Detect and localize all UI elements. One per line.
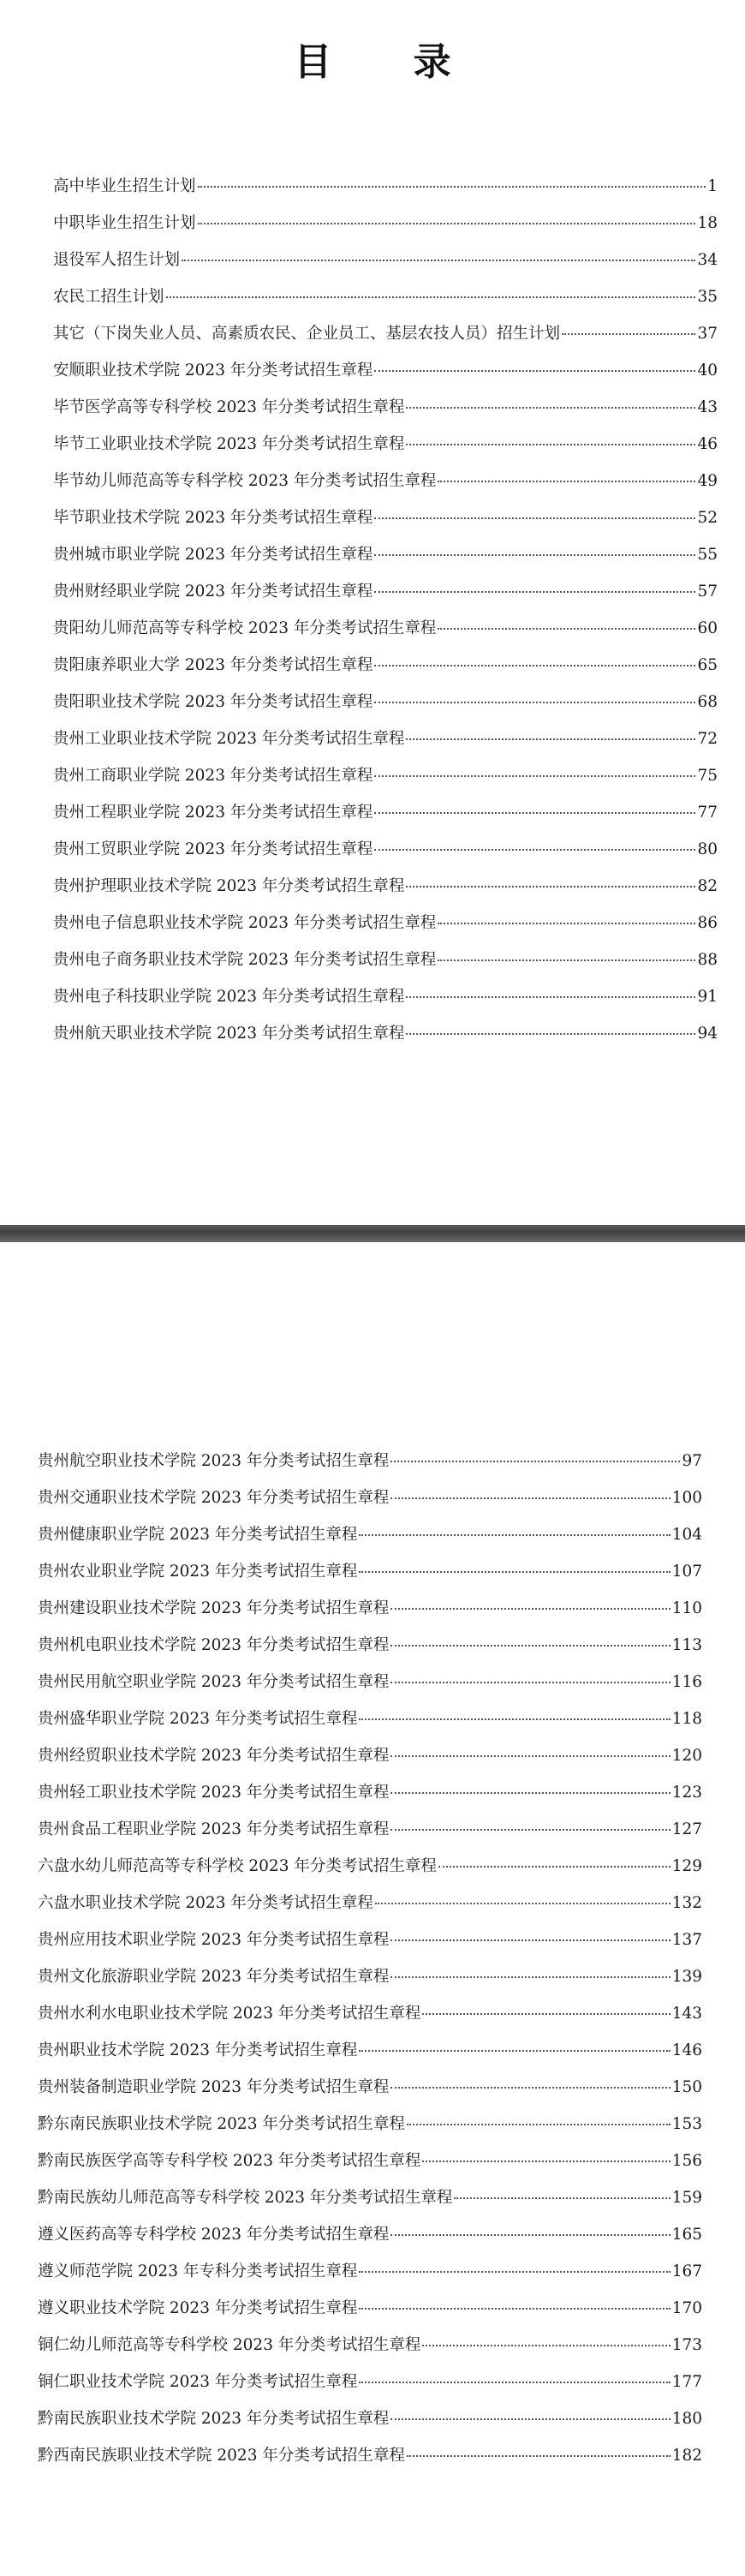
toc-entry-title: 六盘水职业技术学院 2023 年分类考试招生章程	[38, 1894, 373, 1912]
toc-entry[interactable]	[38, 1672, 702, 1709]
toc-entry-page-number: 120	[671, 1747, 702, 1765]
toc-entry-page-number: 107	[671, 1563, 702, 1581]
toc-entry[interactable]	[38, 1820, 702, 1856]
toc-entry[interactable]	[53, 213, 718, 250]
toc-entry-page-number: 57	[697, 583, 718, 601]
toc-entry[interactable]	[38, 1525, 702, 1562]
toc-entry-page-number: 159	[671, 2189, 702, 2207]
toc-entry[interactable]	[38, 2114, 702, 2151]
dot-leader	[407, 2454, 670, 2457]
toc-entry[interactable]	[53, 545, 718, 582]
toc-entry-title: 高中毕业生招生计划	[53, 177, 196, 195]
dot-leader	[359, 2049, 670, 2052]
toc-entry[interactable]	[38, 1488, 702, 1525]
toc-entry[interactable]	[38, 2298, 702, 2335]
dot-leader	[407, 2123, 670, 2125]
toc-entry[interactable]	[53, 913, 718, 950]
toc-entry-title: 贵州职业技术学院 2023 年分类考试招生章程	[38, 2041, 358, 2059]
dot-leader	[390, 1644, 670, 1647]
toc-entry-page-number: 153	[671, 2115, 702, 2133]
dot-leader	[422, 2160, 670, 2162]
toc-entry[interactable]	[53, 655, 718, 692]
toc-entry-page-number: 173	[671, 2336, 702, 2354]
toc-entry-page-number: 165	[671, 2226, 702, 2244]
toc-entry-title: 铜仁幼儿师范高等专科学校 2023 年分类考试招生章程	[38, 2336, 421, 2354]
toc-entry-page-number: 132	[671, 1894, 702, 1912]
toc-entry-page-number: 116	[671, 1673, 702, 1691]
toc-entry-title: 安顺职业技术学院 2023 年分类考试招生章程	[53, 362, 373, 380]
toc-entry-page-number: 60	[697, 619, 718, 637]
toc-entry-title: 贵州健康职业学院 2023 年分类考试招生章程	[38, 1526, 358, 1544]
toc-entry[interactable]	[38, 2188, 702, 2225]
dot-leader	[390, 1460, 680, 1462]
toc-entry[interactable]	[38, 2372, 702, 2409]
toc-entry[interactable]	[53, 287, 718, 324]
toc-entry-page-number: 82	[697, 877, 718, 895]
toc-entry-title: 贵州建设职业技术学院 2023 年分类考试招生章程	[38, 1599, 390, 1617]
toc-entry[interactable]	[53, 766, 718, 803]
toc-entry[interactable]	[38, 2041, 702, 2077]
dot-leader	[390, 1681, 670, 1683]
dot-leader	[374, 553, 695, 556]
dot-leader	[438, 959, 695, 961]
toc-entry-page-number: 18	[697, 214, 718, 232]
toc-entry-title: 贵州文化旅游职业学院 2023 年分类考试招生章程	[38, 1968, 390, 1986]
toc-entry-title: 毕节幼儿师范高等专科学校 2023 年分类考试招生章程	[53, 472, 437, 490]
toc-entry[interactable]	[38, 2004, 702, 2041]
toc-entry-title: 退役军人招生计划	[53, 251, 181, 269]
toc-entry-page-number: 46	[697, 435, 718, 453]
toc-entry[interactable]	[38, 1856, 702, 1893]
toc-entry-title: 贵州工程职业学院 2023 年分类考试招生章程	[53, 804, 373, 822]
toc-entry-page-number: 139	[671, 1968, 702, 1986]
dot-leader	[374, 848, 695, 851]
document-page-1	[0, 0, 745, 1225]
dot-leader	[359, 1533, 670, 1536]
toc-entry-page-number: 129	[671, 1857, 702, 1875]
dot-leader	[374, 590, 695, 593]
toc-entry-page-number: 180	[671, 2410, 702, 2428]
toc-entry-page-number: 94	[697, 1025, 718, 1043]
toc-heading: 目 录	[294, 40, 486, 84]
toc-entry-title: 黔南民族医学高等专科学校 2023 年分类考试招生章程	[38, 2152, 421, 2170]
dot-leader	[422, 2012, 670, 2015]
toc-entry-page-number: 146	[671, 2041, 702, 2059]
dot-leader	[562, 332, 695, 335]
dot-leader	[422, 2344, 670, 2346]
toc-entry-title: 其它（下岗失业人员、高素质农民、企业员工、基层农技人员）招生计划	[53, 325, 561, 343]
toc-entry[interactable]	[38, 1967, 702, 2004]
toc-entry-page-number: 110	[671, 1599, 702, 1617]
dot-leader	[359, 2381, 670, 2383]
toc-entry[interactable]	[53, 803, 718, 840]
dot-leader	[374, 774, 695, 777]
toc-entry-title: 黔南民族职业技术学院 2023 年分类考试招生章程	[38, 2410, 390, 2428]
toc-entry[interactable]	[38, 1562, 702, 1599]
dot-leader	[359, 1718, 670, 1720]
toc-entry-title: 贵州农业职业学院 2023 年分类考试招生章程	[38, 1563, 358, 1581]
dot-leader	[438, 922, 695, 924]
toc-entry-page-number: 49	[697, 472, 718, 490]
toc-entry-title: 中职毕业生招生计划	[53, 214, 196, 232]
toc-entry-title: 贵州航天职业技术学院 2023 年分类考试招生章程	[53, 1025, 405, 1043]
toc-entry-title: 遵义医药高等专科学校 2023 年分类考试招生章程	[38, 2226, 390, 2244]
dot-leader	[359, 1570, 670, 1573]
dot-leader	[438, 627, 695, 630]
toc-entry-page-number: 37	[697, 325, 718, 343]
dot-leader	[390, 1607, 670, 1610]
toc-entry-page-number: 177	[671, 2373, 702, 2391]
toc-entry-page-number: 1	[707, 177, 718, 195]
dot-leader	[374, 517, 695, 519]
toc-entry-title: 贵州应用技术职业学院 2023 年分类考试招生章程	[38, 1931, 390, 1949]
toc-entry-page-number: 77	[697, 804, 718, 822]
toc-entry-page-number: 43	[697, 398, 718, 416]
toc-entry-page-number: 123	[671, 1784, 702, 1802]
toc-entry-title: 贵阳康养职业大学 2023 年分类考试招生章程	[53, 656, 373, 674]
toc-entry[interactable]	[53, 619, 718, 655]
toc-entry[interactable]	[53, 692, 718, 729]
toc-entry[interactable]	[38, 1746, 702, 1783]
toc-entry-title: 贵州工商职业学院 2023 年分类考试招生章程	[53, 767, 373, 785]
toc-entry-title: 贵州财经职业学院 2023 年分类考试招生章程	[53, 583, 373, 601]
dot-leader	[390, 1939, 670, 1941]
toc-entry[interactable]	[38, 2077, 702, 2114]
toc-entry[interactable]	[53, 729, 718, 766]
toc-entry-page-number: 75	[697, 767, 718, 785]
toc-entry-title: 贵阳幼儿师范高等专科学校 2023 年分类考试招生章程	[53, 619, 437, 637]
toc-entry-page-number: 182	[671, 2447, 702, 2465]
dot-leader	[438, 1865, 670, 1868]
dot-leader	[454, 2196, 670, 2199]
toc-entry[interactable]	[53, 508, 718, 545]
toc-entry[interactable]	[53, 250, 718, 287]
toc-entry-title: 贵州轻工职业技术学院 2023 年分类考试招生章程	[38, 1784, 390, 1802]
toc-entry[interactable]	[38, 1893, 702, 1930]
toc-entry[interactable]	[38, 2262, 702, 2298]
toc-entry-title: 六盘水幼儿师范高等专科学校 2023 年分类考试招生章程	[38, 1857, 437, 1875]
toc-entry-title: 贵州工业职业技术学院 2023 年分类考试招生章程	[53, 730, 405, 748]
toc-entry-title: 农民工招生计划	[53, 288, 164, 306]
toc-entry-page-number: 91	[697, 988, 718, 1006]
table-of-contents-list	[53, 176, 718, 1061]
toc-entry-title: 毕节职业技术学院 2023 年分类考试招生章程	[53, 509, 373, 527]
dot-leader	[406, 406, 695, 409]
toc-entry-page-number: 55	[697, 546, 718, 564]
toc-entry-title: 贵州电子信息职业技术学院 2023 年分类考试招生章程	[53, 914, 437, 932]
dot-leader	[390, 2418, 670, 2420]
dot-leader	[359, 2270, 670, 2273]
toc-entry[interactable]	[53, 434, 718, 471]
dot-leader	[359, 2307, 670, 2310]
dot-leader	[390, 1754, 670, 1757]
toc-entry-page-number: 100	[671, 1489, 702, 1507]
toc-entry-title: 贵州水利水电职业技术学院 2023 年分类考试招生章程	[38, 2005, 421, 2023]
dot-leader	[406, 738, 695, 740]
toc-entry-page-number: 72	[697, 730, 718, 748]
toc-entry-page-number: 68	[697, 693, 718, 711]
toc-entry-page-number: 137	[671, 1931, 702, 1949]
dot-leader	[374, 701, 695, 703]
toc-entry-page-number: 150	[671, 2078, 702, 2096]
toc-entry-title: 贵州民用航空职业学院 2023 年分类考试招生章程	[38, 1673, 390, 1691]
toc-entry-title: 贵州交通职业技术学院 2023 年分类考试招生章程	[38, 1489, 390, 1507]
toc-entry-title: 贵州机电职业技术学院 2023 年分类考试招生章程	[38, 1636, 390, 1654]
toc-entry[interactable]	[38, 1709, 702, 1746]
dot-leader	[374, 811, 695, 814]
table-of-contents-list	[38, 1451, 702, 2483]
toc-entry[interactable]	[38, 1451, 702, 1488]
toc-entry[interactable]	[38, 2409, 702, 2446]
document-page-2	[0, 1242, 745, 2576]
dot-leader	[406, 995, 695, 998]
toc-entry[interactable]	[38, 1599, 702, 1635]
dot-leader	[375, 1902, 670, 1904]
dot-leader	[166, 296, 696, 298]
page-divider	[0, 1225, 745, 1242]
toc-entry-page-number: 167	[671, 2262, 702, 2280]
toc-entry[interactable]	[38, 2225, 702, 2262]
toc-entry[interactable]	[38, 2335, 702, 2372]
toc-entry-title: 贵州航空职业技术学院 2023 年分类考试招生章程	[38, 1452, 390, 1470]
toc-entry-page-number: 86	[697, 914, 718, 932]
toc-entry-page-number: 170	[671, 2299, 702, 2317]
toc-entry-page-number: 80	[697, 840, 718, 858]
toc-entry-page-number: 35	[697, 288, 718, 306]
dot-leader	[390, 1828, 670, 1831]
toc-entry[interactable]	[38, 1930, 702, 1967]
dot-leader	[182, 259, 695, 261]
toc-entry[interactable]	[53, 987, 718, 1024]
toc-entry[interactable]	[38, 2446, 702, 2483]
toc-entry[interactable]	[53, 950, 718, 987]
toc-entry-title: 贵州装备制造职业学院 2023 年分类考试招生章程	[38, 2078, 390, 2096]
dot-leader	[374, 664, 695, 666]
toc-entry[interactable]	[53, 876, 718, 913]
dot-leader	[406, 443, 695, 445]
toc-entry[interactable]	[53, 471, 718, 508]
toc-entry-title: 贵州电子科技职业学院 2023 年分类考试招生章程	[53, 988, 405, 1006]
toc-entry-title: 黔东南民族职业技术学院 2023 年分类考试招生章程	[38, 2115, 405, 2133]
toc-entry-title: 毕节医学高等专科学校 2023 年分类考试招生章程	[53, 398, 405, 416]
toc-entry-title: 黔南民族幼儿师范高等专科学校 2023 年分类考试招生章程	[38, 2189, 453, 2207]
dot-leader	[198, 222, 696, 224]
dot-leader	[390, 1791, 670, 1794]
dot-leader	[390, 2233, 670, 2236]
toc-entry[interactable]	[53, 397, 718, 434]
dot-leader	[198, 185, 706, 188]
toc-entry-page-number: 118	[671, 1710, 702, 1728]
toc-entry-title: 遵义师范学院 2023 年专科分类考试招生章程	[38, 2262, 358, 2280]
toc-entry-page-number: 113	[671, 1636, 702, 1654]
toc-entry[interactable]	[38, 1783, 702, 1820]
toc-entry-title: 贵州盛华职业学院 2023 年分类考试招生章程	[38, 1710, 358, 1728]
toc-entry-title: 贵州工贸职业学院 2023 年分类考试招生章程	[53, 840, 373, 858]
toc-entry-page-number: 40	[697, 362, 718, 380]
dot-leader	[406, 885, 695, 888]
toc-entry-page-number: 143	[671, 2005, 702, 2023]
toc-entry-page-number: 104	[671, 1526, 702, 1544]
dot-leader	[390, 1975, 670, 1978]
toc-entry-title: 贵州护理职业技术学院 2023 年分类考试招生章程	[53, 877, 405, 895]
dot-leader	[438, 480, 695, 482]
toc-entry[interactable]	[53, 324, 718, 361]
toc-entry-page-number: 127	[671, 1820, 702, 1838]
toc-entry-page-number: 88	[697, 951, 718, 969]
toc-entry-title: 贵州经贸职业技术学院 2023 年分类考试招生章程	[38, 1747, 390, 1765]
dot-leader	[390, 2086, 670, 2089]
toc-entry[interactable]	[38, 2151, 702, 2188]
toc-entry-title: 毕节工业职业技术学院 2023 年分类考试招生章程	[53, 435, 405, 453]
toc-entry[interactable]	[38, 1635, 702, 1672]
dot-leader	[406, 1032, 695, 1035]
dot-leader	[390, 1497, 670, 1499]
toc-entry-title: 遵义职业技术学院 2023 年分类考试招生章程	[38, 2299, 358, 2317]
toc-entry-title: 贵阳职业技术学院 2023 年分类考试招生章程	[53, 693, 373, 711]
toc-entry-page-number: 97	[682, 1452, 702, 1470]
toc-entry-title: 贵州食品工程职业学院 2023 年分类考试招生章程	[38, 1820, 390, 1838]
dot-leader	[374, 369, 695, 372]
toc-entry-page-number: 34	[697, 251, 718, 269]
toc-entry[interactable]	[53, 840, 718, 876]
toc-entry[interactable]	[53, 361, 718, 397]
toc-entry-page-number: 156	[671, 2152, 702, 2170]
toc-entry-page-number: 65	[697, 656, 718, 674]
toc-entry-title: 贵州电子商务职业技术学院 2023 年分类考试招生章程	[53, 951, 437, 969]
toc-entry[interactable]	[53, 1024, 718, 1061]
toc-entry-title: 铜仁职业技术学院 2023 年分类考试招生章程	[38, 2373, 358, 2391]
toc-entry-title: 黔西南民族职业技术学院 2023 年分类考试招生章程	[38, 2447, 405, 2465]
toc-entry[interactable]	[53, 582, 718, 619]
toc-entry[interactable]	[53, 176, 718, 213]
toc-entry-page-number: 52	[697, 509, 718, 527]
toc-entry-title: 贵州城市职业学院 2023 年分类考试招生章程	[53, 546, 373, 564]
